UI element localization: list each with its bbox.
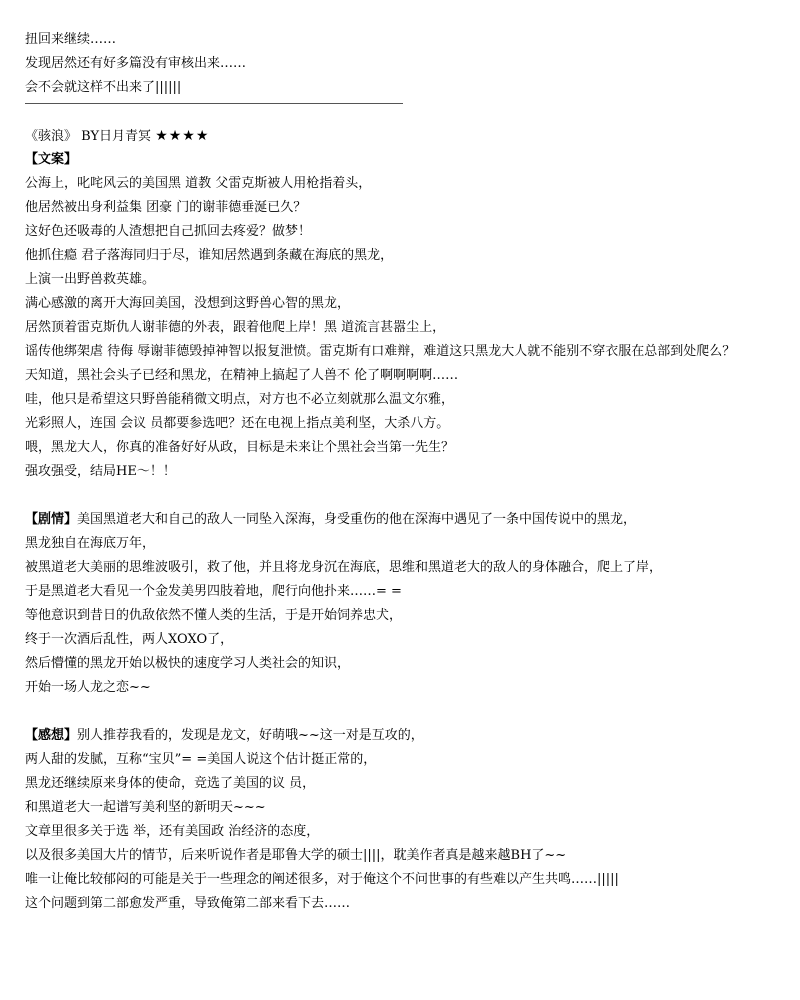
book-title-row (25, 124, 795, 148)
juqing-line: 然后懵懂的黑龙开始以极快的速度学习人类社会的知识， (25, 656, 351, 671)
ganxiang-line: 两人甜的发腻，互称“宝贝”= =美国人说这个估计挺正常的， (25, 752, 377, 767)
ganxiang-line: 以及很多美国大片的情节，后来听说作者是耶鲁大学的硕士||||，耽美作者真是越来越BH了~~ (25, 848, 567, 863)
wenan-line: 满心感激的离开大海回美国，没想到这野兽心智的黑龙， (25, 296, 351, 311)
ganxiang-line: 这个问题到第二部愈发严重，导致俺第二部来看下去…… (25, 896, 351, 911)
divider (25, 103, 403, 104)
wenan-line: 光彩照人，连国 会议 员都要参选吧？还在电视上指点美利坚，大杀八方。 (25, 416, 450, 431)
ganxiang-section (25, 724, 795, 916)
ganxiang-first-line (25, 724, 795, 748)
ganxiang-first-text: 别人推荐我看的，发现是龙文，好萌哦~~这一对是互攻的， (77, 728, 424, 743)
wenan-line: 谣传他绑架虐 待侮 辱谢菲德毁掉神智以报复泄愤。雷克斯有口难辩，难道这只黑龙大人就不能别不穿衣服在总部到处爬么？ (25, 344, 736, 359)
intro-line: 扭回来继续…… (25, 32, 117, 47)
ganxiang-line: 和黑道老大一起谱写美利坚的新明天~~~ (25, 800, 266, 815)
ganxiang-line: 文章里很多关于选 举，还有美国政 治经济的态度， (25, 824, 320, 839)
intro-line: 发现居然还有好多篇没有审核出来…… (25, 56, 247, 71)
post-body (25, 28, 795, 916)
wenan-section (25, 172, 795, 484)
paragraph-gap (25, 700, 795, 724)
section-label-wenan: 【文案】 (25, 152, 78, 167)
wenan-line: 强攻强受，结局HE～！！ (25, 464, 176, 479)
wenan-line: 他抓住瘾 君子落海同归于尽，谁知居然遇到条藏在海底的黑龙， (25, 248, 394, 263)
wenan-line: 上演一出野兽救英雄。 (25, 272, 156, 287)
juqing-line: 黑龙独自在海底万年， (25, 536, 156, 551)
wenan-line: 哇，他只是希望这只野兽能稍微文明点，对方也不必立刻就那么温文尔雅， (25, 392, 455, 407)
section-label-ganxiang: 【感想】 (25, 728, 78, 743)
wenan-line: 这好色还吸毒的人渣想把自己抓回去疼爱？做梦！ (25, 224, 312, 239)
juqing-line: 于是黑道老大看见一个金发美男四肢着地，爬行向他扑来……= = (25, 584, 402, 599)
juqing-line: 终于一次酒后乱性，两人XOXO了， (25, 632, 234, 647)
book-title: 《骇浪》 BY日月青冥 (25, 129, 152, 144)
wenan-line: 他居然被出身利益集 团豪 门的谢菲德垂涎已久？ (25, 200, 307, 215)
wenan-line: 居然顶着雷克斯仇人谢菲德的外表，跟着他爬上岸！黑 道流言甚嚣尘上， (25, 320, 446, 335)
ganxiang-line: 唯一让俺比较郁闷的可能是关于一些理念的阐述很多，对于俺这个不问世事的有些难以产生共鸣……||||| (25, 872, 619, 887)
wenan-line: 喂，黑龙大人，你真的准备好好从政，目标是未来让个黑社会当第一先生？ (25, 440, 455, 455)
juqing-section (25, 508, 795, 700)
wenan-line: 天知道，黑社会头子已经和黑龙，在精神上搞起了人兽不 伦了啊啊啊啊…… (25, 368, 459, 383)
juqing-line: 被黑道老大美丽的思维波吸引，救了他，并且将龙身沉在海底，思维和黑道老大的敌人的身体融合，爬上了岸， (25, 560, 663, 575)
rating-stars: ★★★★ (155, 128, 210, 144)
ganxiang-line: 黑龙还继续原来身体的使命，竞选了美国的议 员， (25, 776, 316, 791)
juqing-line: 开始一场人龙之恋~~ (25, 680, 151, 695)
intro-line: 会不会就这样不出来了|||||| (25, 80, 182, 95)
section-label-juqing: 【剧情】 (25, 512, 78, 527)
juqing-first-text: 美国黑道老大和自己的敌人一同坠入深海，身受重伤的他在深海中遇见了一条中国传说中的黑龙， (77, 512, 637, 527)
juqing-line: 等他意识到昔日的仇敌依然不懂人类的生活，于是开始饲养忠犬， (25, 608, 403, 623)
juqing-first-line (25, 508, 795, 532)
paragraph-gap (25, 484, 795, 508)
wenan-line: 公海上，叱咤风云的美国黑 道教 父雷克斯被人用枪指着头， (25, 176, 372, 191)
